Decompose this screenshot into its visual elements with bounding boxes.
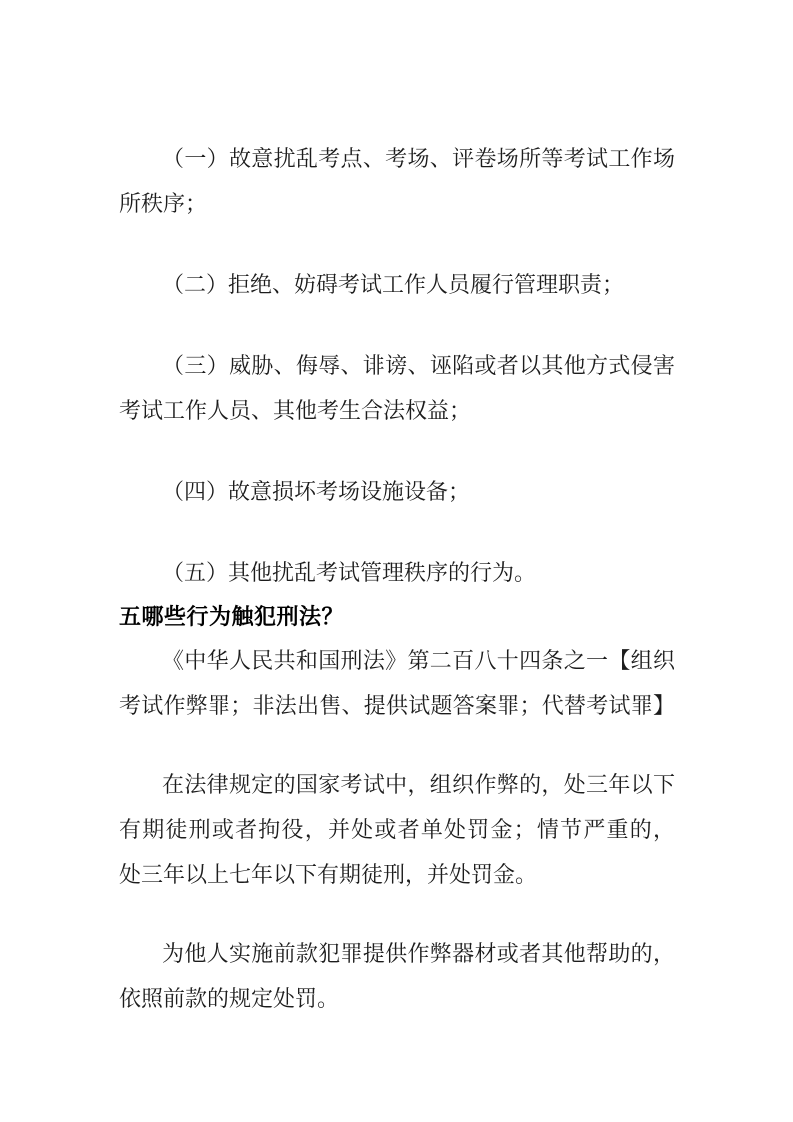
document-body (119, 136, 675, 1021)
list-item-2 (119, 262, 675, 307)
list-item-5 (119, 550, 675, 595)
accessory-paragraph-line-2: 依照前款的规定处罚。 (119, 986, 340, 1011)
section-heading: 五哪些行为触犯刑法？ (119, 604, 345, 629)
penalty-paragraph-line-2: 有期徒刑或者拘役，并处或者单处罚金；情节严重的， (119, 817, 675, 842)
list-item-1-line-2: 所秩序； (119, 191, 208, 216)
list-item-4-line-1: （四）故意损坏考场设施设备； (162, 479, 471, 504)
list-item-4 (119, 469, 675, 514)
list-item-3-line-1: （三）威胁、侮辱、诽谤、诬陷或者以其他方式侵害 (162, 353, 675, 378)
list-item-5-line-1: （五）其他扰乱考试管理秩序的行为。 (162, 560, 537, 585)
list-item-1-line-1: （一）故意扰乱考点、考场、评卷场所等考试工作场 (162, 146, 675, 171)
law-citation (119, 638, 675, 728)
law-citation-line-1: 《中华人民共和国刑法》第二百八十四条之一【组织 (162, 648, 675, 673)
accessory-paragraph (119, 931, 675, 1021)
list-item-3 (119, 343, 675, 433)
list-item-2-line-1: （二）拒绝、妨碍考试工作人员履行管理职责； (162, 272, 625, 297)
penalty-paragraph (119, 762, 675, 897)
list-item-1 (119, 136, 675, 226)
penalty-paragraph-line-3: 处三年以上七年以下有期徒刑，并处罚金。 (119, 862, 538, 887)
accessory-paragraph-line-1: 为他人实施前款犯罪提供作弊器材或者其他帮助的， (162, 941, 675, 966)
list-item-3-line-2: 考试工作人员、其他考生合法权益； (119, 398, 472, 423)
penalty-paragraph-line-1: 在法律规定的国家考试中，组织作弊的，处三年以下 (162, 772, 675, 797)
section-heading-block (119, 595, 675, 638)
law-citation-line-2: 考试作弊罪；非法出售、提供试题答案罪；代替考试罪】 (119, 693, 675, 718)
